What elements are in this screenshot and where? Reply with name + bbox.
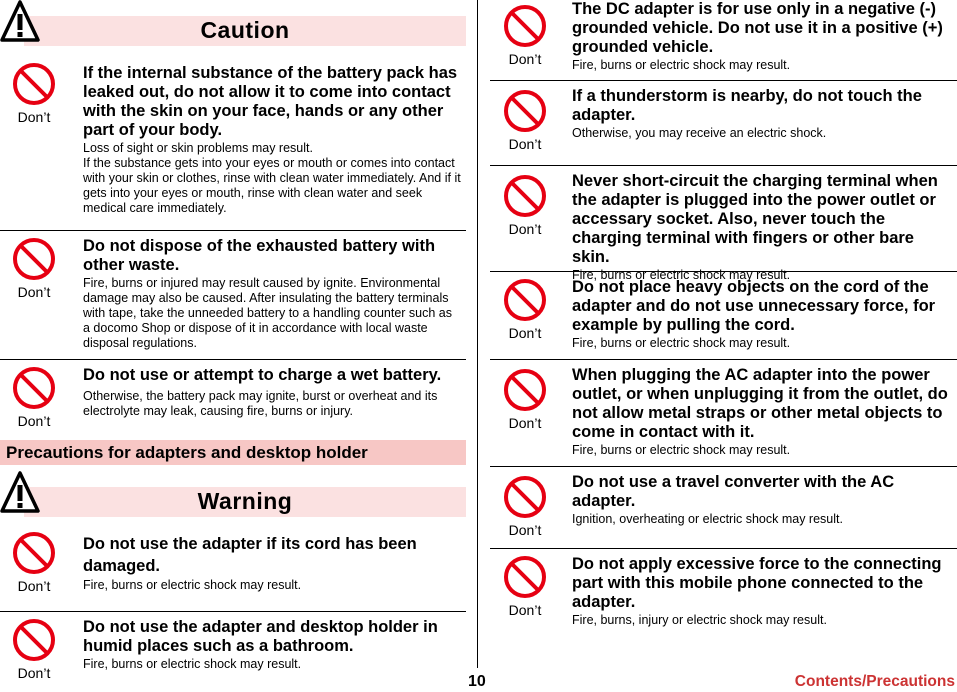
item-body: Fire, burns or electric shock may result.: [572, 58, 791, 72]
item-heading: Never short-circuit the charging terminal when the adapter is plugged into the power outlet or accessary socket. Also, never touch the charging terminal with fingers or other bare skin.: [572, 172, 938, 266]
item-connecting-part-force: [490, 549, 957, 645]
dont-label: Don’t: [17, 578, 51, 594]
caution-item-battery-leak: [0, 64, 466, 231]
item-heading: If the internal substance of the battery pack has leaked out, do not allow it to come into contact with the skin on your face, hands or any other part of your body.: [83, 64, 458, 139]
item-heading: When plugging the AC adapter into the power outlet, or when unplugging it from the outlet, do not allow metal straps or other metal objects to come in contact with it.: [572, 366, 948, 441]
caution-item-wet-battery: [0, 360, 466, 440]
item-short-circuit: [490, 166, 957, 282]
prohibition-icon: [503, 368, 547, 412]
dont-label: Don’t: [508, 602, 542, 618]
item-heading: The DC adapter is for use only in a negative (-) grounded vehicle. Do not use it in a positive (+) grounded vehicle.: [572, 0, 943, 56]
prohibition-icon: [12, 237, 56, 281]
prohibition-symbol: [11, 366, 57, 429]
prohibition-icon: [503, 174, 547, 218]
prohibition-symbol: [502, 475, 548, 538]
item-body: Loss of sight or skin problems may result.: [83, 141, 313, 155]
column-divider: [477, 0, 478, 668]
item-body: Ignition, overheating or electric shock may result.: [572, 512, 843, 526]
item-heading: If a thunderstorm is nearby, do not touch the adapter.: [572, 87, 922, 124]
dont-label: Don’t: [17, 109, 51, 125]
prohibition-icon: [503, 89, 547, 133]
caution-label: Caution: [200, 17, 290, 43]
prohibition-icon: [503, 4, 547, 48]
item-thunderstorm: [490, 81, 957, 166]
dont-label: Don’t: [17, 284, 51, 300]
prohibition-symbol: [11, 237, 57, 300]
item-body: Fire, burns, injury or electric shock may result.: [572, 613, 827, 627]
item-heading: Do not use the adapter and desktop holder in humid places such as a bathroom.: [83, 618, 438, 655]
dont-label: Don’t: [508, 522, 542, 538]
dont-label: Don’t: [508, 415, 542, 431]
warning-label: Warning: [197, 488, 293, 514]
contents-precautions-link[interactable]: Contents/Precautions: [794, 673, 955, 690]
dont-label: Don’t: [17, 413, 51, 429]
prohibition-symbol: [502, 278, 548, 341]
item-heading: Do not dispose of the exhausted battery with other waste.: [83, 237, 436, 274]
caution-item-battery-disposal: [0, 231, 466, 360]
left-column: [0, 0, 466, 688]
warning-item-humid-places: [0, 612, 466, 688]
item-dc-adapter-ground: [490, 0, 957, 81]
prohibition-symbol: [502, 89, 548, 152]
page-number: 10: [468, 673, 486, 690]
dont-label: Don’t: [508, 325, 542, 341]
item-body: Fire, burns or injured may result caused by ignite. Environmental damage may also be caused. After insulating the battery terminals with tape, take the unneeded battery to a handling counter such as a docomo Shop or dispose of it in accordance with local waste disposal regulations.: [83, 276, 453, 350]
prohibition-icon: [12, 618, 56, 662]
dont-label: Don’t: [508, 221, 542, 237]
item-body: Fire, burns or electric shock may result.: [572, 268, 791, 282]
item-body: If the substance gets into your eyes or mouth or comes into contact with your skin or clothes, rinse with clean water immediately. And if it gets into your eyes or mouth, rinse with clean water and seek medical care immediately.: [83, 156, 461, 215]
item-heading: Do not use a travel converter with the AC adapter.: [572, 473, 895, 510]
dont-label: Don’t: [508, 51, 542, 67]
prohibition-symbol: [11, 531, 57, 594]
prohibition-icon: [503, 475, 547, 519]
item-heading: Do not use or attempt to charge a wet battery.: [83, 366, 442, 384]
section-title: Precautions for adapters and desktop holder: [0, 440, 466, 465]
warning-item-damaged-cord: [0, 533, 466, 612]
prohibition-icon: [503, 555, 547, 599]
prohibition-icon: [503, 278, 547, 322]
prohibition-symbol: [502, 555, 548, 618]
item-travel-converter: [490, 467, 957, 549]
item-body: Fire, burns or electric shock may result.: [572, 443, 791, 457]
item-body: Otherwise, you may receive an electric shock.: [572, 126, 827, 140]
item-heading: Do not apply excessive force to the connecting part with this mobile phone connected to the adapter.: [572, 555, 942, 611]
item-heavy-objects-cord: [490, 272, 957, 360]
item-body: Otherwise, the battery pack may ignite, burst or overheat and its electrolyte may leak, causing fire, burns or injury.: [83, 389, 438, 418]
prohibition-icon: [12, 531, 56, 575]
prohibition-symbol: [502, 4, 548, 67]
item-heading: Do not use the adapter if its cord has been damaged.: [83, 535, 417, 575]
caution-band: [24, 16, 466, 46]
right-column: [490, 0, 957, 645]
item-body: Fire, burns or electric shock may result.: [572, 336, 791, 350]
item-body: Fire, burns or electric shock may result.: [83, 657, 302, 671]
dont-label: Don’t: [508, 136, 542, 152]
item-heading: Do not place heavy objects on the cord of the adapter and do not use unnecessary force, for example by pulling the cord.: [572, 278, 936, 334]
item-metal-objects: [490, 360, 957, 467]
prohibition-icon: [12, 366, 56, 410]
dont-label: Don’t: [17, 665, 51, 681]
prohibition-symbol: [502, 174, 548, 237]
warning-band: [24, 487, 466, 517]
prohibition-symbol: [502, 368, 548, 431]
prohibition-symbol: [11, 618, 57, 681]
item-body: Fire, burns or electric shock may result.: [83, 578, 302, 592]
prohibition-symbol: [11, 62, 57, 125]
prohibition-icon: [12, 62, 56, 106]
